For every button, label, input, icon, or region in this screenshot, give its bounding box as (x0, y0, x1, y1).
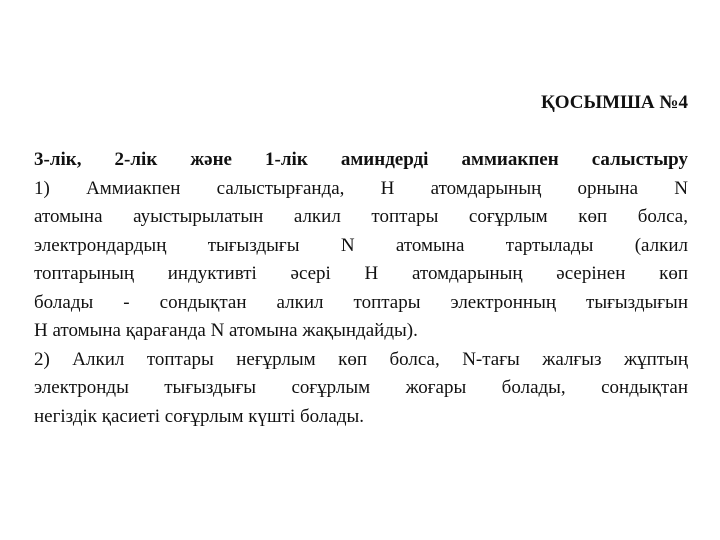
paragraph-line: электрондардың тығыздығы N атомына тартылады (алкил (34, 234, 688, 256)
paragraph-line: 1) Аммиакпен салыстырғанда, Н атомдарының орнына N (34, 177, 688, 199)
page-title: ҚОСЫМША №4 (540, 92, 688, 113)
paragraph-line: негіздік қасиеті соғұрлым күшті болады. (34, 405, 364, 427)
paragraph-line: топтарының индуктивті әсері Н атомдарының әсерінен көп (34, 263, 688, 284)
paragraph-line: 2) Алкил топтары неғұрлым көп болса, N-тағы жалғыз жұптың (34, 348, 688, 370)
paragraph-line: болады - сондықтан алкил топтары электронның тығыздығын (34, 291, 688, 313)
section-heading: 3-лік, 2-лік және 1-лік аминдерді аммиакпен салыстыру (34, 149, 688, 170)
paragraph-line: электронды тығыздығы соғұрлым жоғары болады, сондықтан (34, 377, 688, 398)
paragraph-line: атомына ауыстырылатын алкил топтары соғұрлым көп болса, (34, 206, 688, 227)
document-body (34, 146, 688, 431)
paragraph-line: Н атомына қарағанда N атомына жақындайды). (34, 320, 418, 341)
